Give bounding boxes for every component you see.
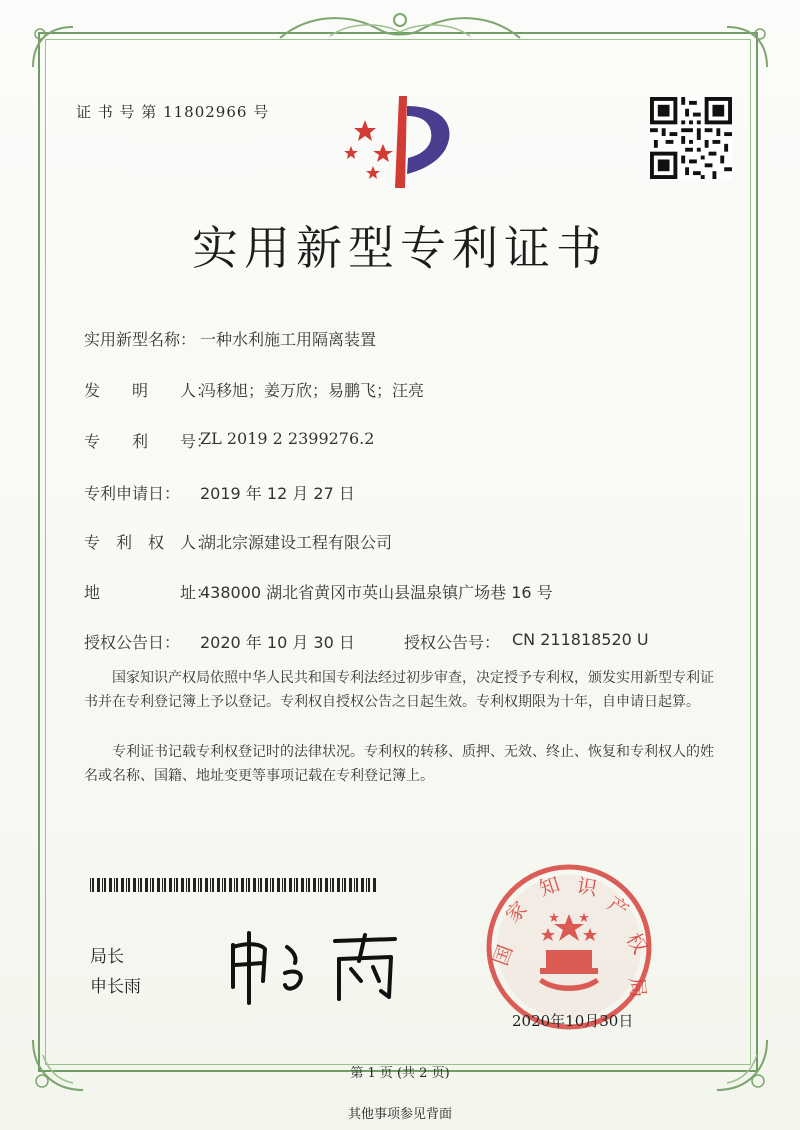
page-number: 第 1 页 (共 2 页) — [350, 1066, 450, 1081]
svg-text:产: 产 — [603, 891, 634, 923]
grant-date-value: 2020 年 10 月 30 日 — [200, 633, 355, 652]
svg-text:识: 识 — [575, 873, 599, 901]
svg-text:局: 局 — [625, 976, 651, 999]
utility-model-name-value: 一种水利施工用隔离装置 — [200, 330, 377, 349]
director-title: 局长 — [90, 947, 124, 967]
grant-number-label: 授权公告号： — [404, 633, 501, 652]
patent-number-label: 专 利 号： — [84, 432, 213, 451]
svg-text:知: 知 — [536, 871, 563, 901]
svg-text:国: 国 — [488, 941, 518, 969]
grant-statement-paragraph: 国家知识产权局依照中华人民共和国专利法经过初步审查，决定授予专利权，颁发实用新型专利证书并在专利登记簿上予以登记。专利权自授权公告之日起生效。专利权期限为十年，自申请日起算。 — [84, 670, 714, 710]
application-date-label: 专利申请日： — [84, 484, 181, 503]
director-name: 申长雨 — [90, 977, 141, 997]
patent-number-value: ZL 2019 2 2399276.2 — [200, 429, 375, 448]
corner-ornament-icon — [722, 22, 772, 72]
application-date-value: 2019 年 12 月 27 日 — [200, 484, 355, 503]
grant-date-label: 授权公告日： — [84, 633, 181, 652]
corner-ornament-icon — [28, 22, 78, 72]
patentee-label: 专 利 权 人： — [84, 533, 213, 552]
inventor-value: 冯移旭；姜万欣；易鹏飞；汪亮 — [200, 381, 425, 400]
address-label: 地 址： — [84, 583, 213, 602]
utility-model-name-label: 实用新型名称： — [84, 330, 197, 349]
svg-text:家: 家 — [500, 896, 532, 928]
certificate-number: 证 书 号 第 11802966 号 — [76, 103, 270, 121]
certificate-title: 实用新型专利证书 — [192, 221, 608, 275]
grant-number-value: CN 211818520 U — [512, 630, 649, 649]
inventor-label: 发 明 人： — [84, 381, 213, 400]
svg-text:权: 权 — [621, 928, 653, 958]
footer-note: 其他事项参见背面 — [347, 1107, 452, 1122]
address-value: 438000 湖北省黄冈市英山县温泉镇广场巷 16 号 — [200, 583, 553, 602]
patentee-value: 湖北宗源建设工程有限公司 — [200, 533, 393, 552]
qr-code-icon — [650, 97, 732, 179]
seal-date: 2020年10月30日 — [512, 1012, 634, 1030]
patent-logo-icon — [335, 88, 465, 198]
barcode-icon — [90, 878, 380, 892]
signature-icon — [215, 925, 415, 1005]
legal-status-paragraph: 专利证书记载专利权登记时的法律状况。专利权的转移、质押、无效、终止、恢复和专利权人的姓名或名称、国籍、地址变更等事项记载在专利登记簿上。 — [84, 744, 714, 784]
top-ornament-icon — [270, 8, 530, 48]
seal-icon — [484, 862, 654, 1032]
